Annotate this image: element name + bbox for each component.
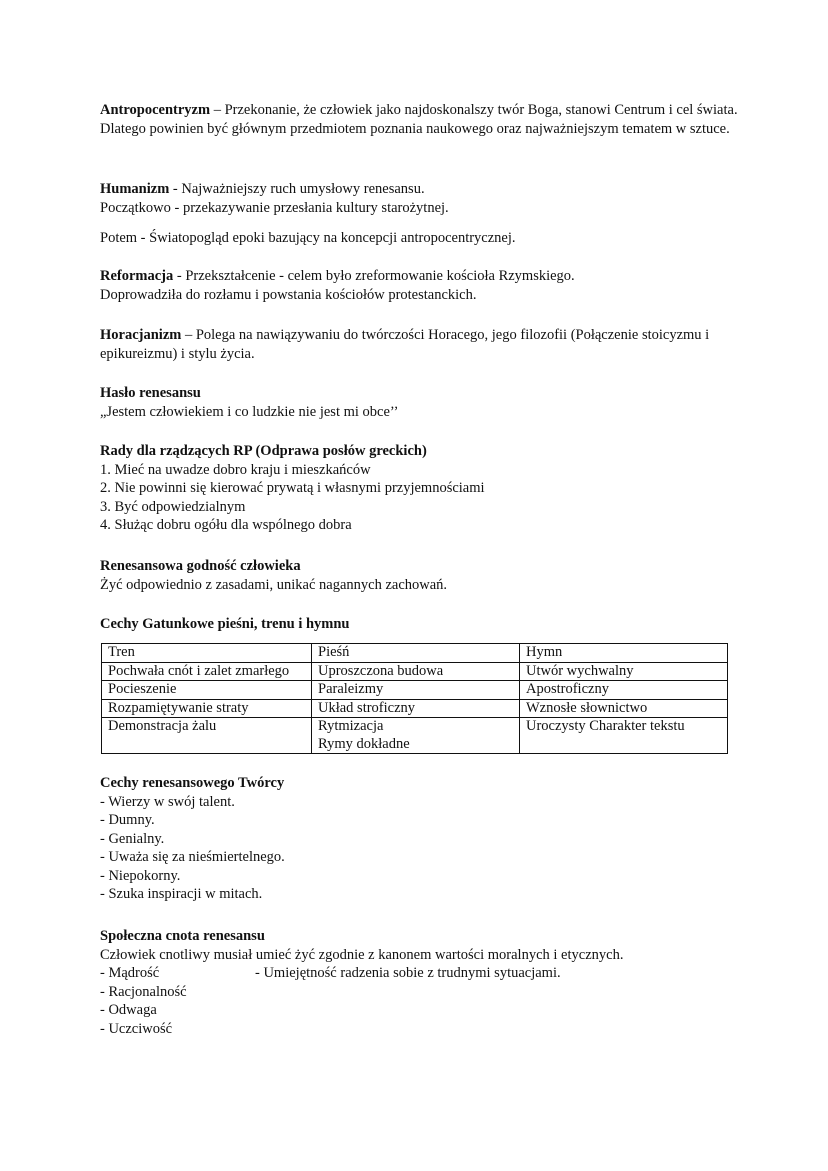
virtue-section <box>100 927 740 1038</box>
list-item: - Genialny. <box>100 830 165 847</box>
dignity-text: Żyć odpowiednio z zasadami, unikać nagannych zachowań. <box>100 576 448 593</box>
table-cell: Rozpamiętywanie straty <box>102 699 312 718</box>
list-item: 4. Służąc dobru ogółu dla wspólnego dobra <box>100 517 352 533</box>
section-heading: Społeczna cnota renesansu <box>100 928 265 944</box>
table-cell: Tren <box>102 644 312 663</box>
table-cell: Demonstracja żalu <box>102 718 312 754</box>
table-row <box>102 644 728 663</box>
table-row <box>102 662 728 681</box>
table-cell: Uroczysty Charakter tekstu <box>520 718 728 754</box>
section-heading: Rady dla rządzących RP (Odprawa posłów greckich) <box>100 443 427 459</box>
list-item: 1. Mieć na uwadze dobro kraju i mieszkańców <box>100 461 371 478</box>
section-heading: Cechy renesansowego Twórcy <box>100 775 285 791</box>
slogan-text: „Jestem człowiekiem i co ludzkie nie jest mi obce’’ <box>100 403 399 420</box>
list-item: - Wierzy w swój talent. <box>100 793 235 810</box>
creator-section <box>100 774 740 904</box>
genres-heading-block <box>100 615 740 634</box>
table-cell: Uproszczona budowa <box>312 662 520 681</box>
term: Antropocentryzm <box>100 102 211 118</box>
definition-antropocentryzm <box>100 101 740 138</box>
virtue-text: Człowiek cnotliwy musiał umieć żyć zgodnie z kanonem wartości moralnych i etycznych. <box>100 946 624 963</box>
table-cell: Pochwała cnót i zalet zmarłego <box>102 662 312 681</box>
definition-horacjanizm <box>100 326 740 363</box>
list-item: - Racjonalność <box>100 983 187 1000</box>
table-row <box>102 699 728 718</box>
definition-line: Początkowo - przekazywanie przesłania kultury starożytnej. <box>100 199 449 216</box>
definition-text: – Polega na nawiązywaniu do twórczości Horacego, jego filozofii (Połączenie stoicyzmu i epikureizmu) i stylu życia. <box>100 327 710 362</box>
list-item: - Szuka inspiracji w mitach. <box>100 886 263 902</box>
definition-text: Potem - Światopogląd epoki bazujący na koncepcji antropocentrycznej. <box>100 230 516 246</box>
list-item: 3. Być odpowiedzialnym <box>100 498 246 515</box>
list-item: - Uczciwość <box>100 1020 173 1037</box>
section-heading: Hasło renesansu <box>100 385 201 401</box>
dignity-section <box>100 557 740 594</box>
table-cell <box>312 718 520 754</box>
table-cell: Apostroficzny <box>520 681 728 700</box>
table-cell: Hymn <box>520 644 728 663</box>
definition-text: - Najważniejszy ruch umysłowy renesansu. <box>169 181 425 197</box>
list-item: - Niepokorny. <box>100 867 181 884</box>
table-cell: Paraleizmy <box>312 681 520 700</box>
advice-section <box>100 442 740 535</box>
term: Reformacja <box>100 268 174 284</box>
term: Horacjanizm <box>100 327 182 343</box>
table-cell: Utwór wychwalny <box>520 662 728 681</box>
cell-line: Rymy dokładne <box>318 735 410 752</box>
definition-potem <box>100 229 740 248</box>
definition-line: Doprowadziła do rozłamu i powstania kościołów protestanckich. <box>100 286 477 303</box>
cell-line: Rytmizacja <box>318 718 384 734</box>
list-item: - Dumny. <box>100 812 155 828</box>
table-cell: Układ stroficzny <box>312 699 520 718</box>
section-heading: Cechy Gatunkowe pieśni, trenu i hymnu <box>100 616 350 632</box>
table-cell: Pocieszenie <box>102 681 312 700</box>
definition-reformacja <box>100 267 740 304</box>
table-cell: Wznosłe słownictwo <box>520 699 728 718</box>
definition-text: - Przekształcenie - celem było zreformowanie kościoła Rzymskiego. <box>173 268 575 284</box>
list-item: - Uważa się za nieśmiertelnego. <box>100 849 285 865</box>
list-item <box>100 964 740 983</box>
list-item: 2. Nie powinni się kierować prywatą i własnymi przyjemnościami <box>100 480 485 496</box>
table-row <box>102 718 728 754</box>
virtue-item-desc: - Umiejętność radzenia sobie z trudnymi sytuacjami. <box>255 965 561 981</box>
virtue-item: - Mądrość <box>100 965 160 981</box>
list-item: - Odwaga <box>100 1002 157 1018</box>
definition-text: – Przekonanie, że człowiek jako najdoskonalszy twór Boga, stanowi Centrum i cel świata. Dlatego powinien być głównym przedmiotem poznania naukowego oraz najważniejszym tematem w sztuce. <box>100 102 738 137</box>
section-heading: Renesansowa godność człowieka <box>100 558 301 574</box>
term: Humanizm <box>100 181 170 197</box>
table-cell: Pieśń <box>312 644 520 663</box>
slogan-section <box>100 384 740 421</box>
table-row <box>102 681 728 700</box>
genres-table <box>101 643 728 754</box>
definition-humanizm <box>100 180 740 217</box>
